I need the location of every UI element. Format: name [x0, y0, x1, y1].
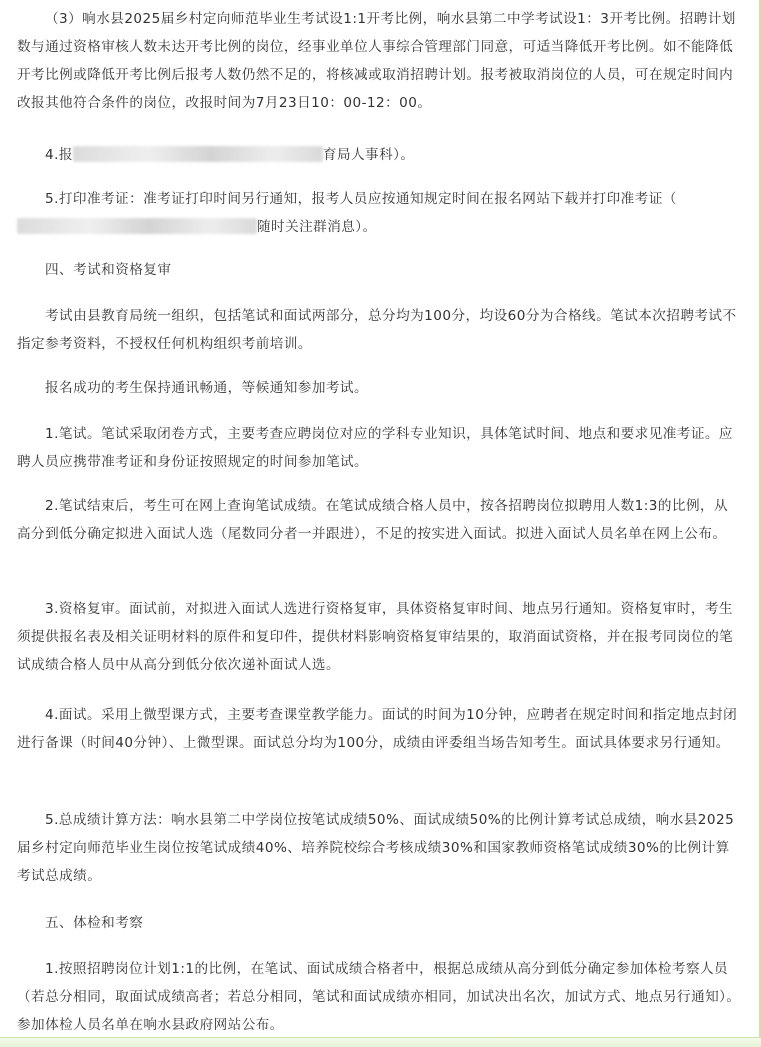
- paragraph-keep-contact: 报名成功的考生保持通讯畅通，等候通知参加考试。: [45, 380, 369, 396]
- paragraph-medical-check: 1.按照招聘岗位计划1:1的比例，在笔试、面试成绩合格者中，根据总成绩从高分到低分确定参加体检考察人员（若总分相同，取面试成绩高者；若总分相同，笔试和面试成绩亦相同，加试决出名次，加试方式、地点另行通知）。参加体检人员名单在响水县政府网站公布。: [17, 961, 741, 1033]
- bottom-scroll-edge: [0, 1037, 761, 1047]
- paragraph-exam-ratio: （3）响水县2025届乡村定向师范毕业生考试设1:1开考比例，响水县第二中学考试设1：3开考比例。招聘计划数与通过资格审核人数未达开考比例的岗位，经事业单位人事综合管理部门同意，可适当降低开考比例。如不能降低开考比例或降低开考比例后报考人数仍然不足的，将核减或取消招聘计划。报考被取消岗位的人员，可在规定时间内改报其他符合条件的岗位，改报时间为7月23日10：00-12：00。: [17, 11, 736, 111]
- section-heading-medical: 五、体检和考察: [45, 915, 144, 931]
- section-heading-exam: 四、考试和资格复审: [45, 262, 172, 278]
- paragraph-consult-phone-start: 4.报: [45, 147, 73, 163]
- paragraph-consult-phone: [17, 141, 742, 169]
- redacted-block: [17, 218, 257, 234]
- paragraph-written-results: 2.笔试结束后，考生可在网上查询笔试成绩。在笔试成绩合格人员中，按各招聘岗位拟聘用人数1:3的比例，从高分到低分确定拟进入面试人选（尾数同分者一并跟进），不足的按实进入面试。拟进入面试人员名单在网上公布。: [17, 498, 729, 542]
- paragraph-interview: 4.面试。采用上微型课方式，主要考查课堂教学能力。面试的时间为10分钟，应聘者在规定时间和指定地点封闭进行备课（时间40分钟）、上微型课。面试总分均为100分，成绩由评委组当场告知考生。面试具体要求另行通知。: [17, 707, 738, 751]
- paragraph-exam-organization: 考试由县教育局统一组织，包括笔试和面试两部分，总分均为100分，均设60分为合格线。笔试本次招聘考试不指定参考资料，不授权任何机构组织考前培训。: [17, 308, 737, 352]
- paragraph-print-admission-end: 随时关注群消息）。: [257, 219, 377, 235]
- paragraph-total-score: 5.总成绩计算方法：响水县第二中学岗位按笔试成绩50%、面试成绩50%的比例计算考试总成绩，响水县2025届乡村定向师范毕业生岗位按笔试成绩40%、培养院校综合考核成绩30%和国家教师资格笔试成绩30%的比例计算考试总成绩。: [17, 812, 735, 884]
- paragraph-written-test: 1.笔试。笔试采取闭卷方式，主要考查应聘岗位对应的学科专业知识，具体笔试时间、地点和要求见准考证。应聘人员应携带准考证和身份证按照规定的时间参加笔试。: [17, 426, 733, 470]
- paragraph-print-admission-start: 5.打印准考证：准考证打印时间另行通知，报考人员应按通知规定时间在报名网站下载并打印准考证（: [45, 191, 677, 207]
- paragraph-print-admission: [17, 185, 742, 241]
- paragraph-qualification-review: 3.资格复审。面试前，对拟进入面试人选进行资格复审，具体资格复审时间、地点另行通知。资格复审时，考生须提供报名表及相关证明材料的原件和复印件，提供材料影响资格复审结果的，取消面试资格，并在报考同岗位的笔试成绩合格人员中从高分到低分依次递补面试人选。: [17, 601, 734, 673]
- redacted-block: [73, 146, 323, 162]
- paragraph-consult-phone-end: 育局人事科）。: [322, 147, 415, 163]
